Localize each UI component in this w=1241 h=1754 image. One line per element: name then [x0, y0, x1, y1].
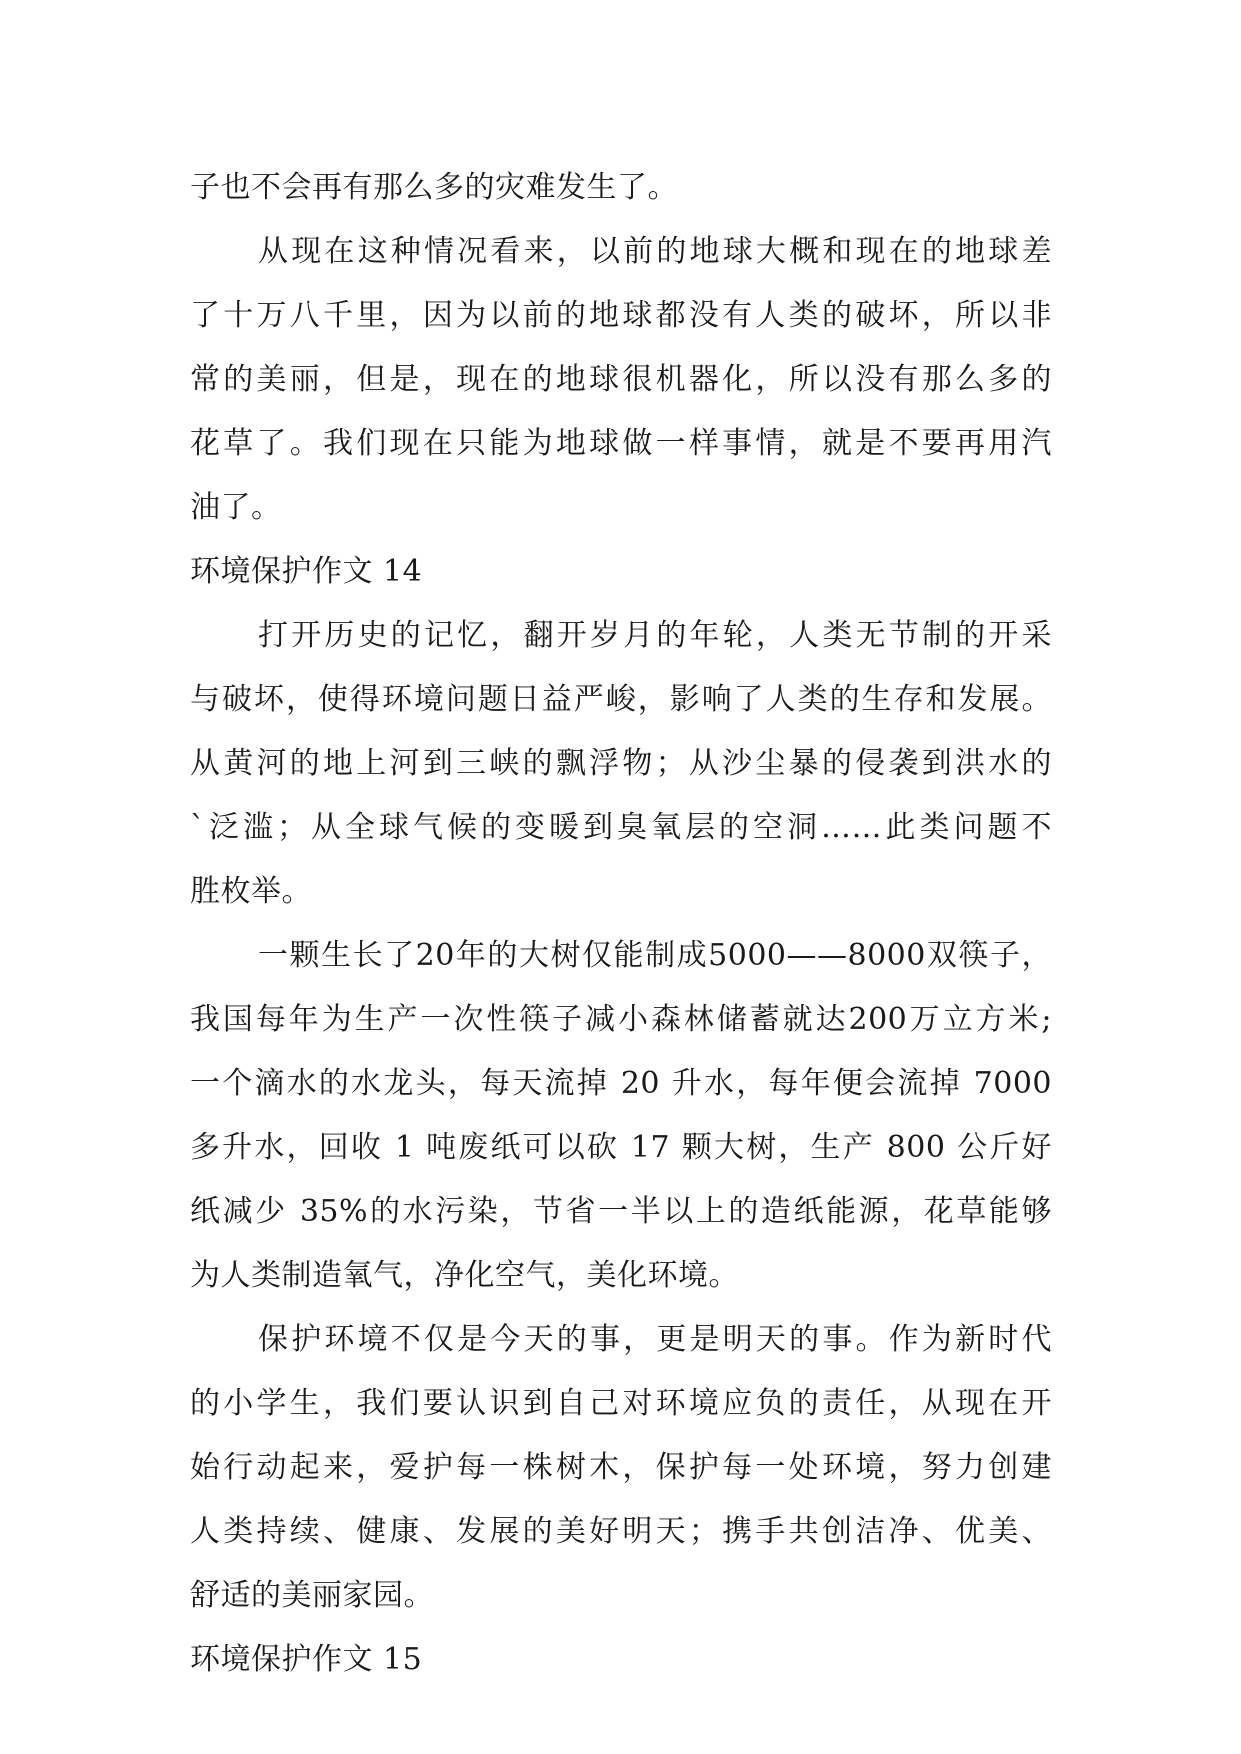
text-line: 一个滴水的水龙头，每天流掉 20 升水，每年便会流掉 7000: [190, 1066, 1052, 1101]
text-line: 纸减少 35%的水污染，节省一半以上的造纸能源，花草能够: [190, 1194, 1052, 1229]
paragraph: [190, 220, 1052, 540]
section-heading: 环境保护作文 14: [190, 554, 423, 589]
text-line: 的小学生，我们要认识到自己对环境应负的责任，从现在开: [190, 1386, 1052, 1421]
paragraph: [190, 604, 1052, 924]
text-line: 花草了。我们现在只能为地球做一样事情，就是不要再用汽: [190, 426, 1052, 461]
text-line: 打开历史的记忆，翻开岁月的年轮，人类无节制的开采: [258, 618, 1052, 653]
text-line: 我国每年为生产一次性筷子减小森林储蓄就达200万立方米;: [190, 1002, 1052, 1037]
text-line: 常的美丽，但是，现在的地球很机器化，所以没有那么多的: [190, 362, 1052, 397]
text-line: 舒适的美丽家园。: [190, 1578, 434, 1613]
text-line: 油了。: [190, 490, 282, 525]
paragraph: [190, 1308, 1052, 1628]
text-column: [190, 156, 1052, 1692]
text-line: 胜枚举。: [190, 874, 312, 909]
text-line: 为人类制造氧气，净化空气，美化环境。: [190, 1258, 739, 1293]
text-line: 与破坏，使得环境问题日益严峻，影响了人类的生存和发展。: [190, 682, 1052, 717]
paragraph: [190, 924, 1052, 1308]
text-line: 子也不会再有那么多的灾难发生了。: [190, 170, 678, 205]
text-line: 始行动起来，爱护每一株树木，保护每一处环境，努力创建: [190, 1450, 1052, 1485]
paragraph-continuation: [190, 156, 1052, 220]
text-line: 从黄河的地上河到三峡的飘浮物；从沙尘暴的侵袭到洪水的: [190, 746, 1052, 781]
text-line: 保护环境不仅是今天的事，更是明天的事。作为新时代: [258, 1322, 1052, 1357]
text-line: 一颗生长了20年的大树仅能制成5000——8000双筷子，: [258, 938, 1052, 973]
text-line: `泛滥；从全球气候的变暖到臭氧层的空洞……此类问题不: [190, 810, 1052, 845]
text-line: 人类持续、健康、发展的美好明天；携手共创洁净、优美、: [190, 1514, 1052, 1549]
text-line: 了十万八千里，因为以前的地球都没有人类的破坏，所以非: [190, 298, 1052, 333]
text-line: 从现在这种情况看来，以前的地球大概和现在的地球差: [258, 234, 1052, 269]
text-line: 多升水，回收 1 吨废纸可以砍 17 颗大树，生产 800 公斤好: [190, 1130, 1052, 1165]
section-heading: 环境保护作文 15: [190, 1642, 423, 1677]
